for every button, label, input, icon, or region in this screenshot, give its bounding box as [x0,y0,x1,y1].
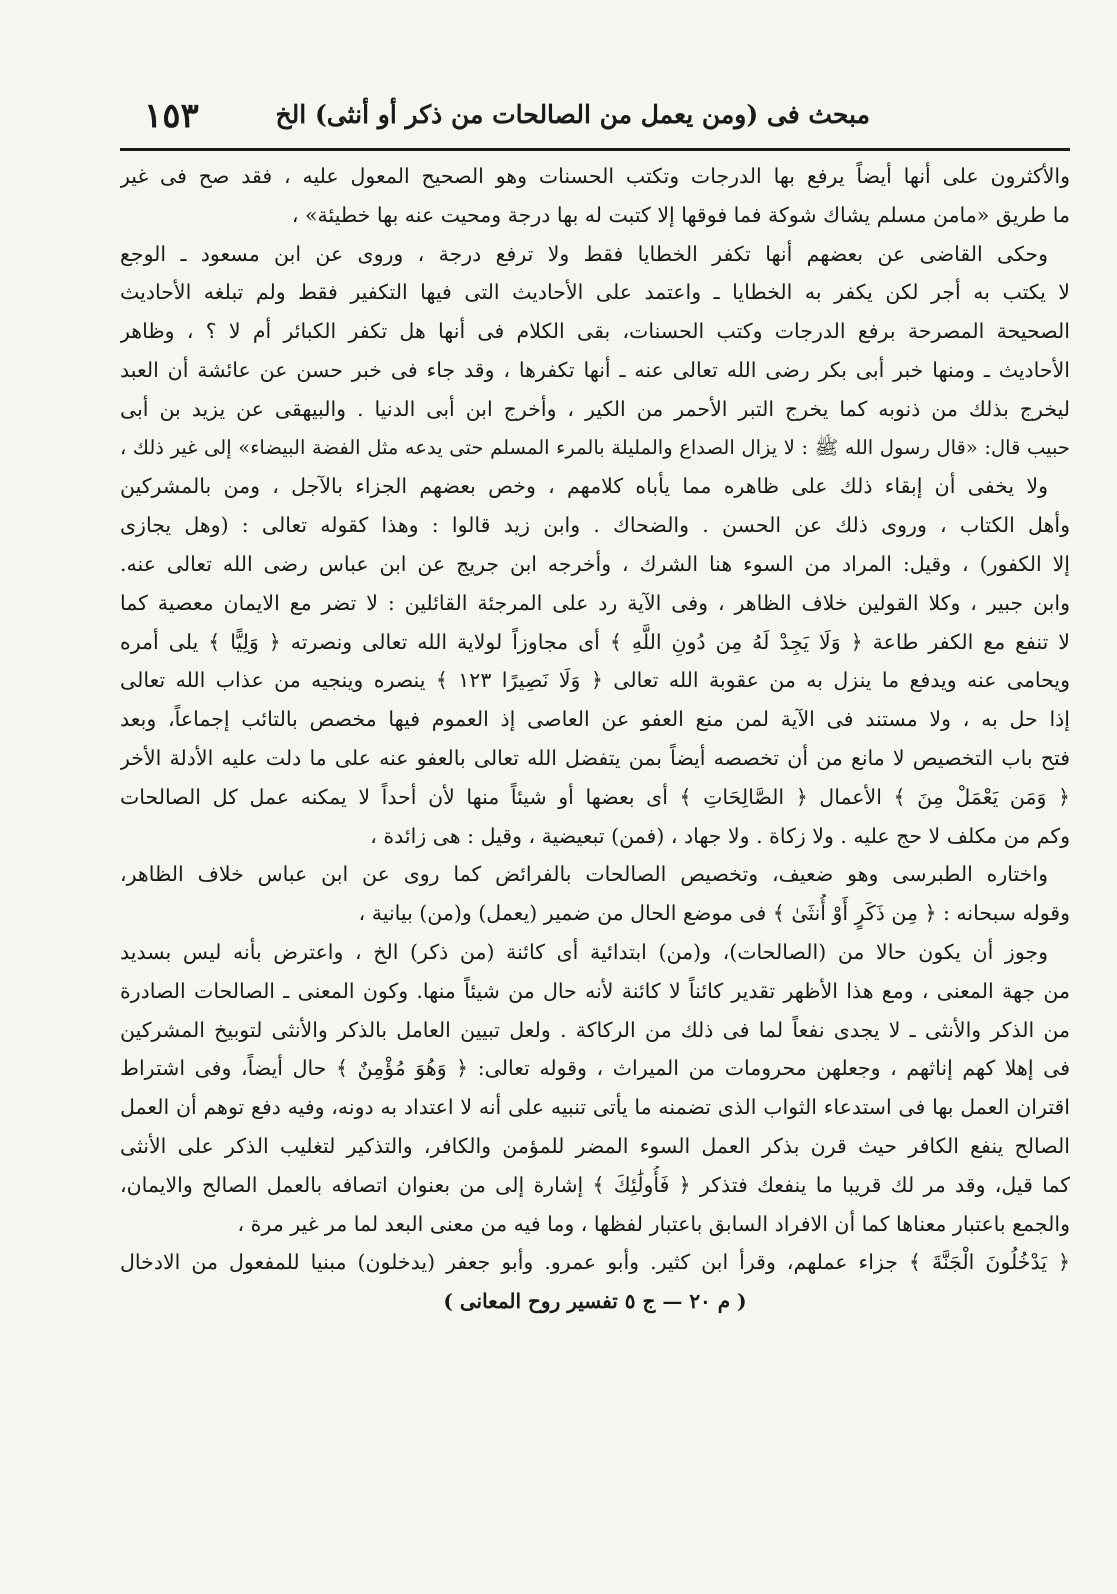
text-line: اقتران العمل بها فى استدعاء الثواب الذى تضمنه ما يأتى تنبيه على أنه لا اعتداد به دونه، وفيه دفع توهم أن العمل [120,1095,1070,1120]
text-line: وابن جبير ، وكلا القولين خلاف الظاهر ، وفى الآية رد على المرجئة القائلين : لا تضر مع الايمان معصية كما [120,590,1070,615]
text-line: الصالح ينفع الكافر حيث قرن بذكر العمل السوء المضر للمؤمن والكافر، والتذكير لتغليب الذكر على الأنثى [120,1133,1070,1158]
body-text [120,151,1070,1321]
text-line: ولا يخفى أن إبقاء ذلك على ظاهره مما يأباه كلامهم ، وخص بعضهم الجزاء بالآجل ، ومن بالمشركين [120,474,1048,499]
text-line: ما طريق «مامن مسلم يشاك شوكة فما فوقها إلا كتبت له بها درجة ومحيت عنه بها خطيئة» ، [291,202,1070,227]
running-title: مبحث فی (ومن يعمل من الصالحات من ذكر أو أنثى) الخ [275,100,870,129]
text-line: إذا حل به ، ولا مستند فى الآية لمن منع العفو عن العاصى إذ العموم فيها مخصص بالتائب إجماعاً، وبعد [120,707,1070,732]
text-line: وجوز أن يكون حالا من (الصالحات)، و(من) ابتدائية أى كائنة (من ذكر) الخ ، واعترض بأنه ليس بسديد [120,939,1048,964]
text-line: لا تنفع مع الكفر طاعة ﴿ وَلَا يَجِدْ لَهُ مِن دُونِ اللَّهِ ﴾ أى مجاوزاً لولاية الله تعالى ونصرته ﴿ وَلِيًّا ﴾ يلى أمره [120,629,1070,654]
text-line: فتح باب التخصيص لا مانع من أن تخصصه أيضاً بمن يتفضل الله تعالى بالعفو عنه على ما دلت عليه الأدلة الأخر [120,745,1070,770]
text-line: والجمع باعتبار معناها كما أن الافراد السابق باعتبار لفظها ، وما فيه من معنى البعد لما مر غير مرة ، [237,1211,1070,1236]
text-line: لا يكتب به أجر لكن يكفر به الخطايا ـ واعتمد على الأحاديث التى فيها التكفير فقط ولم تبلغه الأحاديث [120,280,1070,305]
text-line: الصحيحة المصرحة برفع الدرجات وكتب الحسنات، بقى الكلام فى أنها هل تكفر الكبائر أم لا ؟ ، وظاهر [120,319,1070,344]
footer-reference: ( م ٢٠ — ج ٥ تفسير روح المعانى ) [443,1289,747,1314]
text-line: ﴿ يَدْخُلُونَ الْجَنَّةَ ﴾ جزاء عملهم، وقرأ ابن كثير. وأبو عمرو. وأبو جعفر (يدخلون) مبنيا للمفعول من الادخال [120,1250,1070,1275]
text-line: وكم من مكلف لا حج عليه . ولا زكاة . ولا جهاد ، (فمن) تبعيضية ، وقيل : هى زائدة ، [370,823,1070,848]
text-line: والأكثرون على أنها أيضاً يرفع بها الدرجات وتكتب الحسنات وهو الصحيح المعول عليه ، فقد صح فى غير [120,164,1070,188]
text-line: إلا الكفور) ، وقيل: المراد من السوء هنا الشرك ، وأخرجه ابن جريج عن ابن عباس رضى الله تعالى عنه. [120,551,1070,576]
text-line: ويحامى عنه ويدفع ما ينزل به من عقوبة الله تعالى ﴿ وَلَا نَصِيرًا ١٢٣ ﴾ ينصره وينجيه من عذاب الله تعالى [120,668,1070,693]
text-line: فى إهلا كهم إناثهم ، وجعلهن محرومات من الميراث ، وقوله تعالى: ﴿ وَهُوَ مُؤْمِنٌ ﴾ حال أيضاً، وفى اشتراط [120,1056,1070,1081]
document-page [120,96,1070,1496]
text-line: من جهة المعنى ، ومع هذا الأظهر تقدير كائناً لا كائنة لأنه حال من شيئاً منها. وكون المعنى ـ الصالحات الصادرة [120,978,1070,1003]
text-line: الأحاديث ـ ومنها خبر أبى بكر رضى الله تعالى عنه ـ أنها تكفرها ، وقد جاء فى خبر حسن عن عائشة أن العبد [120,357,1070,382]
text-line: وقوله سبحانه : ﴿ مِن ذَكَرٍ أَوْ أُنثَىٰ ﴾ فى موضع الحال من ضمير (يعمل) و(من) بيانية ، [358,901,1070,926]
text-line: ﴿ وَمَن يَعْمَلْ مِنَ ﴾ الأعمال ﴿ الصَّالِحَاتِ ﴾ أى بعضها أو شيئاً منها لأن أحداً لا يمكنه عمل كل الصالحات [120,784,1070,809]
text-line: واختاره الطبرسى وهو ضعيف، وتخصيص الصالحات بالفرائض كما روى عن ابن عباس خلاف الظاهر، [120,862,1048,887]
text-line: وأهل الكتاب ، وروى ذلك عن الحسن . والضحاك . وابن زيد قالوا : وهذا كقوله تعالى : (وهل يجازى [120,513,1070,538]
text-line: من الذكر والأنثى ـ لا يجدى نفعاً لما فى ذلك من الركاكة . ولعل تبيين العامل بالذكر والأنثى لتوبيخ المشركين [120,1017,1070,1042]
text-line: حبيب قال: «قال رسول الله ﷺ : لا يزال الصداع والمليلة بالمرء المسلم حتى يدعه مثل الفضة البيضاء» إلى غير ذلك ، [120,435,1070,459]
text-line: وحكى القاضى عن بعضهم أنها تكفر الخطايا فقط ولا ترفع درجة ، وروى عن ابن مسعود ـ الوجع [120,241,1048,266]
page-number: ١٥٣ [144,96,199,136]
text-line: كما قيل، وقد مر لك قريبا ما ينفعك فتذكر ﴿ فَأُولَٰئِكَ ﴾ إشارة إلى من بعنوان اتصافه بالعمل الصالح والايمان، [120,1172,1070,1197]
text-line: ليخرج بذلك من ذنوبه كما يخرج التبر الأحمر من الكير ، وأخرج ابن أبى الدنيا . والبيهقى عن يزيد بن أبى [120,396,1070,421]
page-header [120,96,1070,151]
